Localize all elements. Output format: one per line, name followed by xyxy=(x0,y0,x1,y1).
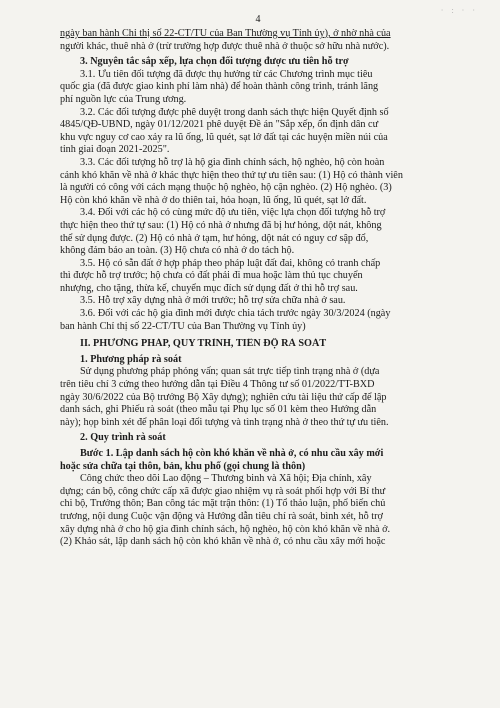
text-line: 3.1. Ưu tiên đối tượng đã được thụ hưởng từ các Chương trình mục tiêu xyxy=(80,68,373,80)
text-line: 4845/QĐ-UBND, ngày 01/12/2021 phê duyệt Đề án "Sắp xếp, ổn định dân cư xyxy=(60,119,379,131)
text-line: ngày 30/6/2022 của Bộ trưởng Bộ Xây dựng); nghiên cứu tài liệu thứ cấp để lập xyxy=(60,391,387,403)
text-line: 3.4. Đối với các hộ có cùng mức độ ưu tiên, việc lựa chọn đối tượng hỗ trợ xyxy=(80,207,386,219)
text-line: dựng; cán bộ, công chức cấp xã được giao nhiệm vụ rà soát phối hợp với Bí thư xyxy=(60,485,386,497)
text-line: Hộ còn khó khăn về nhà ở do thiên tai, hỏa hoạn, lũ ống, lũ quét, sạt lở đất. xyxy=(60,194,367,206)
section-heading: II. PHƯƠNG PHÁP, QUY TRÌNH, TIẾN ĐỘ RÀ SOÁT xyxy=(80,338,327,350)
text-line: người khác, thuê nhà ở (trừ trường hợp được thuê nhà ở thuộc sở hữu nhà nước). xyxy=(60,40,390,52)
text-line: 3.5. Hộ có sẵn đất ở hợp pháp theo pháp luật đất đai, không có tranh chấp xyxy=(80,257,381,269)
text-line: nhượng, cho tặng, thừa kế, chuyển mục đích sử dụng đất ở thì hỗ trợ sau. xyxy=(60,282,358,294)
text-line: Công chức theo dõi Lao động – Thương binh và Xã hội; Địa chính, xây xyxy=(80,473,372,485)
text-line: thể sử dụng được. (2) Hộ có nhà ở tạm, hư hỏng, dột nát có nguy cơ sập đổ, xyxy=(60,232,369,244)
text-line: (2) Khảo sát, lập danh sách hộ còn khó khăn về nhà ở, có nhu cầu xây mới hoặc xyxy=(60,536,386,548)
text-line: là người có công với cách mạng thuộc hộ nghèo, hộ cận nghèo. (2) Hộ nghèo. (3) xyxy=(60,182,392,194)
page-number: 4 xyxy=(255,14,261,25)
section-heading: Bước 1. Lập danh sách hộ còn khó khăn về nhà ở, có nhu cầu xây mới xyxy=(80,448,384,459)
text-line: Sử dụng phương pháp phỏng vấn; quan sát trực tiếp tình trạng nhà ở (dựa xyxy=(80,366,380,378)
text-line: danh sách, ghi Phiếu rà soát (theo mẫu tại Phụ lục số 01 kèm theo Hướng dẫn xyxy=(60,404,377,416)
document-body xyxy=(60,28,456,549)
text-line: 3.6. Đối với các hộ gia đình mới được chia tách trước ngày 30/3/2024 (ngày xyxy=(80,308,391,320)
text-line: 3.3. Các đối tượng hỗ trợ là hộ gia đình chính sách, hộ nghèo, hộ còn hoàn xyxy=(80,156,385,168)
text-line: trương, nội dung Cuộc vận động và Hướng dẫn tiêu chí rà soát, bình xét, hỗ trợ xyxy=(60,510,383,522)
text-line: thì được hỗ trợ trước; hộ chưa có đất phải đi mua hoặc làm thủ tục chuyển xyxy=(60,270,363,282)
section-heading: 3. Nguyên tắc sắp xếp, lựa chọn đối tượng được ưu tiên hỗ trợ xyxy=(80,56,349,68)
text-line: tỉnh giai đoạn 2021-2025". xyxy=(60,144,170,156)
text-line: xây dựng nhà ở cho hộ gia đình chính sách, hộ nghèo, hộ còn khó khăn về nhà ở. xyxy=(60,523,391,535)
section-heading: 2. Quy trình rà soát xyxy=(80,432,166,444)
text-line: cảnh khó khăn về nhà ở khác thực hiện theo thứ tự ưu tiên sau: (1) Hộ có thành viên xyxy=(60,169,403,181)
text-line: chi bộ, Trưởng thôn; Ban công tác mặt trận thôn: (1) Tổ thảo luận, phổ biến chủ xyxy=(60,498,386,510)
text-line: thực hiện theo thứ tự sau: (1) Hộ có nhà ở nhưng đã bị hư hỏng, dột nát, không xyxy=(60,219,382,231)
corner-mark: · : · · xyxy=(440,6,478,15)
text-line: hoặc sửa chữa tại thôn, bản, khu phố (gọi chung là thôn) xyxy=(60,460,306,472)
text-line: phí nguồn lực của Trung ương. xyxy=(60,93,187,105)
section-heading: 1. Phương pháp rà soát xyxy=(80,353,182,365)
text-line: quốc gia (đã được giao kinh phí làm nhà) để hoàn thành công trình, tránh lãng xyxy=(60,81,379,93)
text-line: trên tiêu chí 3 cứng theo hướng dẫn tại Điều 4 Thông tư số 01/2022/TT-BXD xyxy=(60,379,375,391)
text-line: 3.5. Hỗ trợ xây dựng nhà ở mới trước; hỗ trợ sửa chữa nhà ở sau. xyxy=(80,295,346,307)
text-line: ban hành Chỉ thị số 22-CT/TU của Ban Thường vụ Tỉnh ủy) xyxy=(60,320,306,332)
text-line: này); họp bình xét để phân loại đối tượng và tình trạng nhà ở theo thứ tự ưu tiên. xyxy=(60,416,389,428)
text-line: ngày ban hành Chỉ thị số 22-CT/TU của Ban Thường vụ Tỉnh ủy), ở nhờ nhà của xyxy=(60,28,391,39)
text-line: không đảm bảo an toàn. (3) Hộ chưa có nhà ở do tách hộ. xyxy=(60,245,295,257)
text-line: 3.2. Các đối tượng được phê duyệt trong danh sách thực hiện Quyết định số xyxy=(80,106,389,118)
text-line: khu vực nguy cơ cao xảy ra lũ ống, lũ quét, sạt lở đất tại các huyện miền núi của xyxy=(60,131,388,143)
